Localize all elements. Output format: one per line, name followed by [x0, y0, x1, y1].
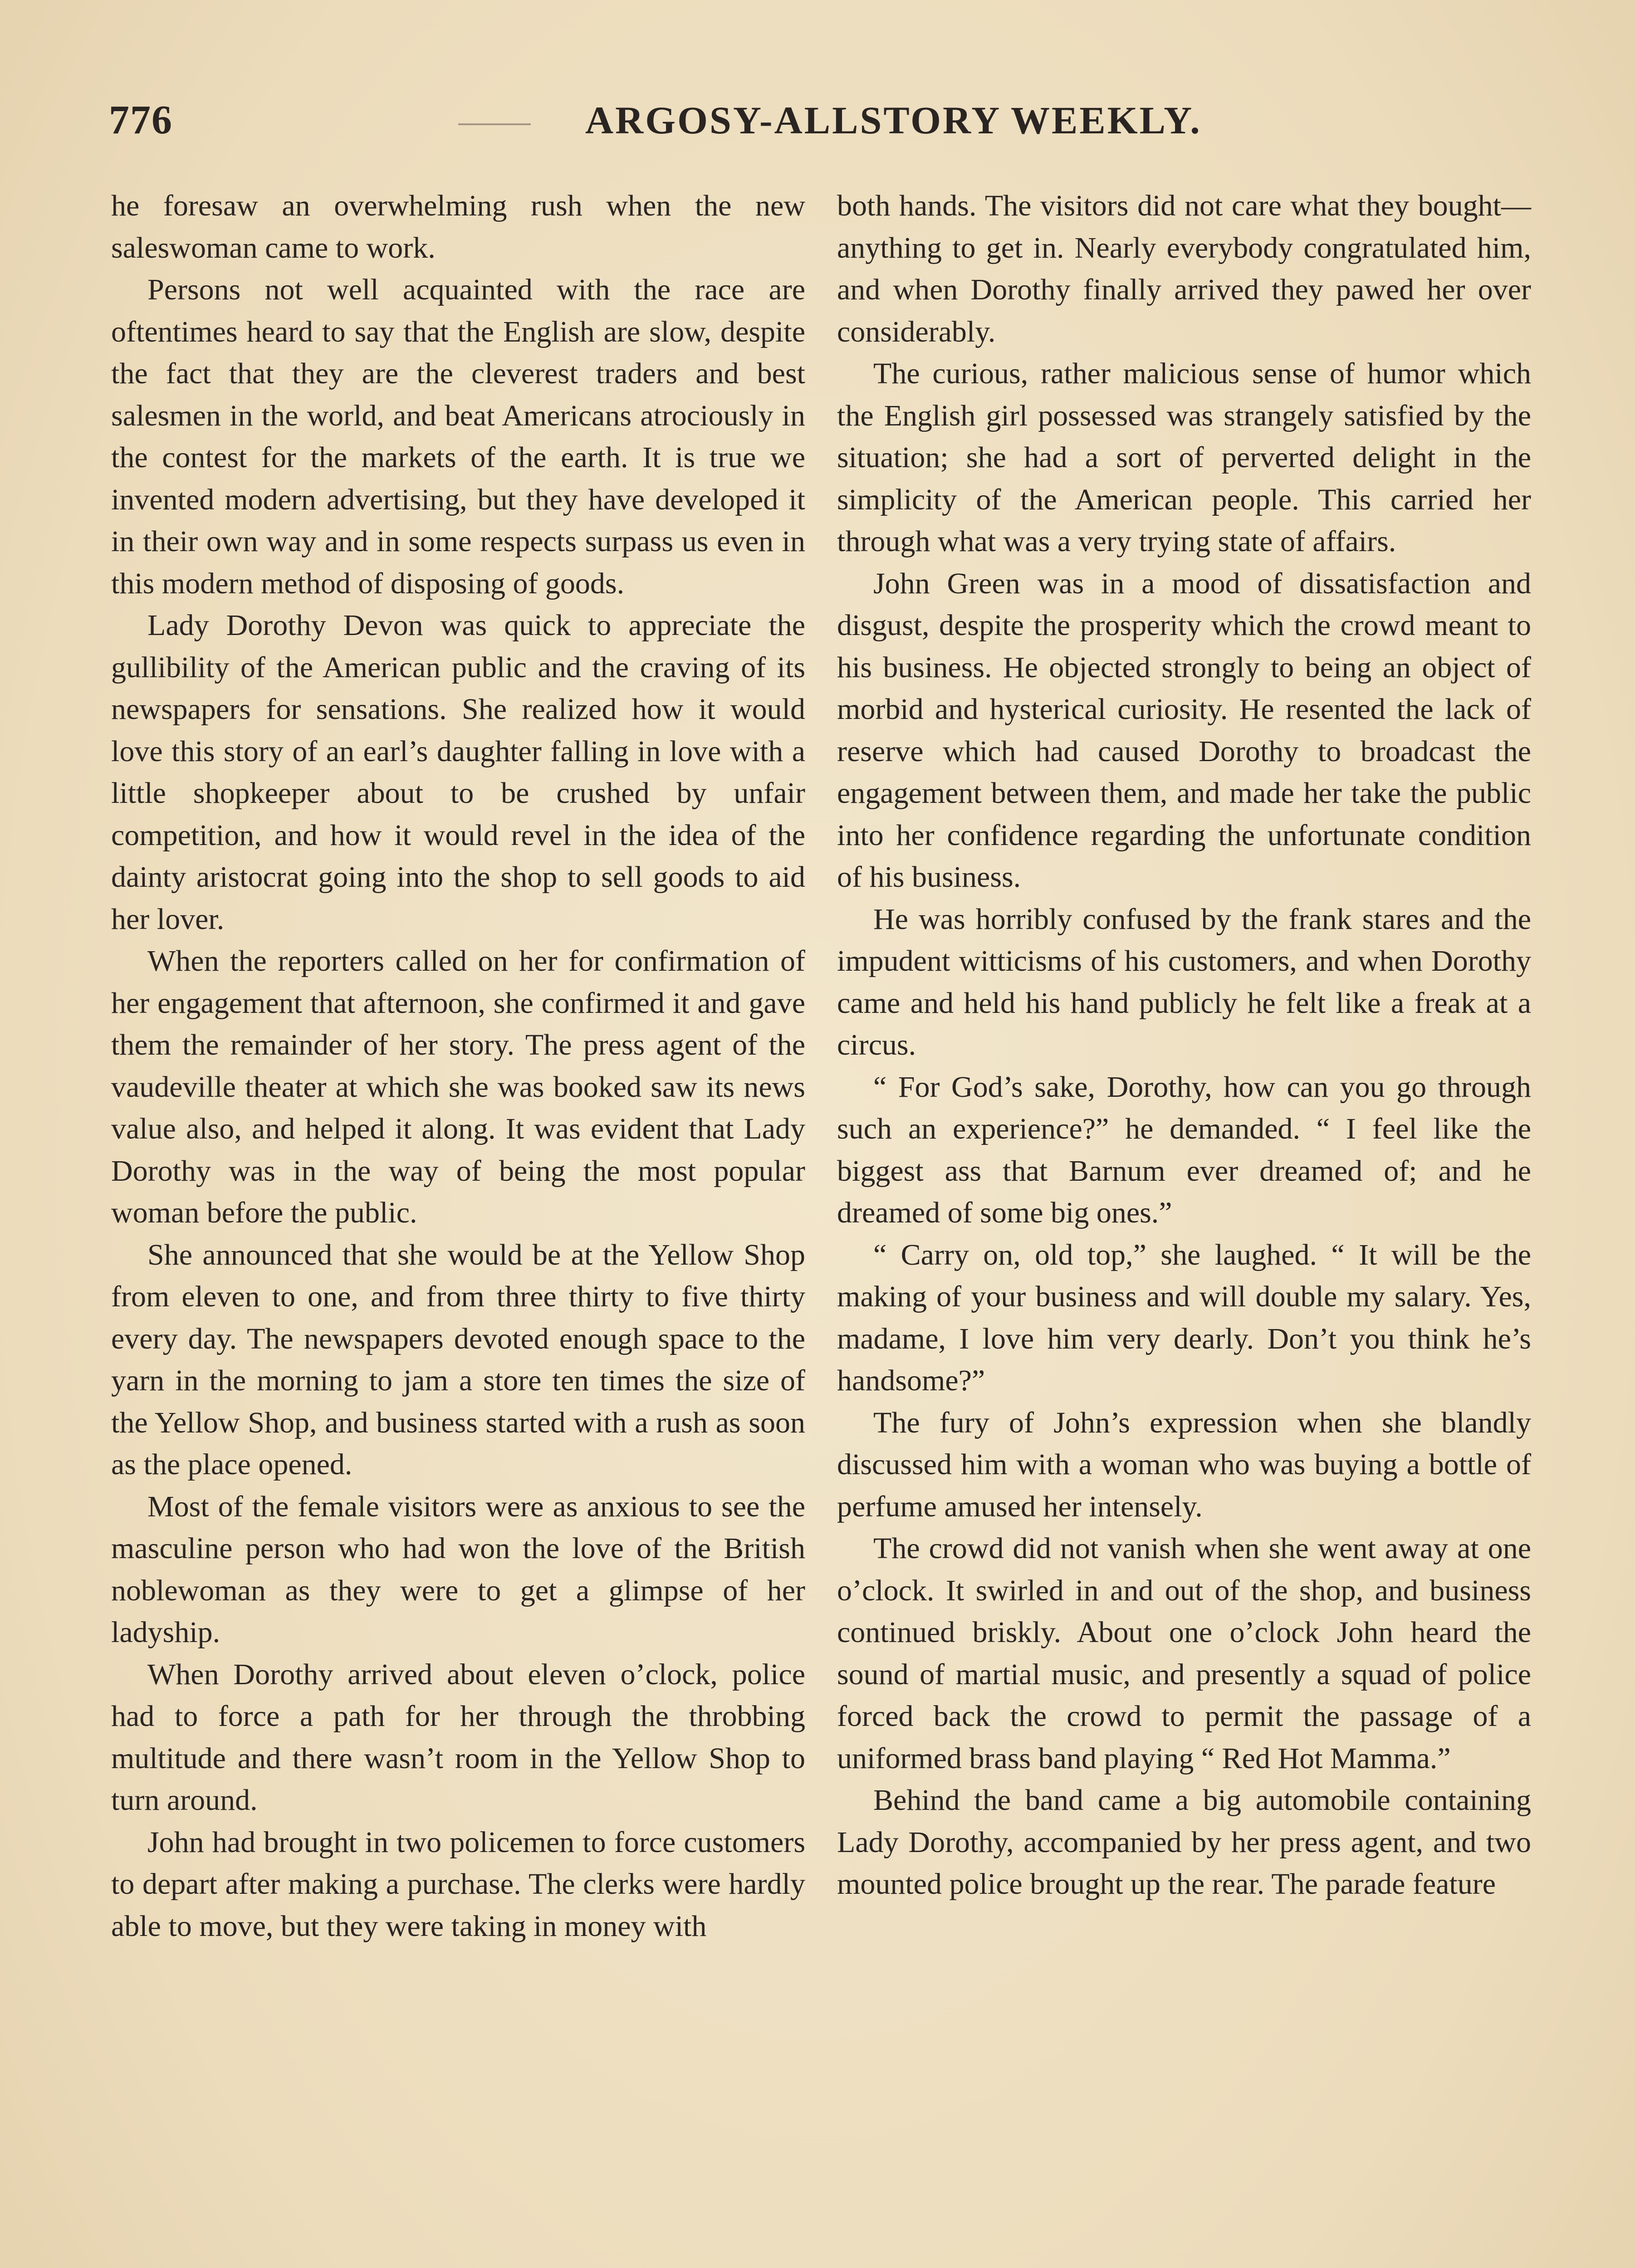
paragraph: The curious, rather malicious sense of humor which the English girl possessed was strangely satisfied by the situation; she had a sort of perverted delight in the simplicity of the American people. This carried her through what was a very trying state of affairs.	[837, 357, 1531, 558]
paragraph: John Green was in a mood of dissatisfaction and disgust, despite the prosperity which the crowd meant to his business. He objected strongly to being an object of morbid and hysterical curiosity. He resented the lack of reserve which had caused Dorothy to broadcast the engagement between them, and made her take the public into her confidence regarding the unfortunate condition of his business.	[837, 567, 1531, 894]
header-dash	[458, 123, 531, 125]
page-number: 776	[109, 98, 173, 142]
running-head: ARGOSY-ALLSTORY WEEKLY.	[585, 98, 1202, 142]
right-column	[837, 185, 1531, 1906]
paragraph: When the reporters called on her for confirmation of her engagement that afternoon, she confirmed it and gave them the remainder of her story. The press agent of the vaudeville theater at which she was booked saw its news value also, and helped it along. It was evident that Lady Dorothy was in the way of being the most popular woman before the public.	[111, 944, 805, 1229]
paragraph: he foresaw an overwhelming rush when the new saleswoman came to work.	[111, 189, 805, 264]
paragraph: both hands. The visitors did not care what they bought—anything to get in. Nearly everybody congratulated him, and when Dorothy finally arrived they pawed her over considerably.	[837, 189, 1531, 348]
paragraph: Persons not well acquainted with the race are oftentimes heard to say that the English are slow, despite the fact that they are the cleverest traders and best salesmen in the world, and beat Americans atrociously in the contest for the markets of the earth. It is true we invented modern advertising, but they have developed it in their own way and in some respects surpass us even in this modern method of disposing of goods.	[111, 273, 805, 600]
paragraph: The crowd did not vanish when she went away at one o’clock. It swirled in and out of the shop, and business continued briskly. About one o’clock John heard the sound of martial music, and presently a squad of police forced back the crowd to permit the passage of a uniformed brass band playing “ Red Hot Mamma.”	[837, 1532, 1531, 1775]
paragraph: John had brought in two policemen to force customers to depart after making a purchase. The clerks were hardly able to move, but they were taking in money with	[111, 1825, 805, 1943]
paragraph: “ For God’s sake, Dorothy, how can you go through such an experience?” he demanded. “ I feel like the biggest ass that Barnum ever dreamed of; and he dreamed of some big ones.”	[837, 1070, 1531, 1229]
paragraph: She announced that she would be at the Yellow Shop from eleven to one, and from three thirty to five thirty every day. The newspapers devoted enough space to the yarn in the morning to jam a store ten times the size of the Yellow Shop, and business started with a rush as soon as the place opened.	[111, 1238, 805, 1481]
left-column	[111, 185, 805, 1947]
paragraph: Most of the female visitors were as anxious to see the masculine person who had won the love of the British noblewoman as they were to get a glimpse of her ladyship.	[111, 1490, 805, 1649]
paragraph: Behind the band came a big automobile containing Lady Dorothy, accompanied by her press agent, and two mounted police brought up the rear. The parade feature	[837, 1784, 1531, 1901]
paragraph: He was horribly confused by the frank stares and the impudent witticisms of his customers, and when Dorothy came and held his hand publicly he felt like a freak at a circus.	[837, 902, 1531, 1061]
paragraph: The fury of John’s expression when she blandly discussed him with a woman who was buying a bottle of perfume amused her intensely.	[837, 1406, 1531, 1523]
paragraph: When Dorothy arrived about eleven o’clock, police had to force a path for her through the throbbing multitude and there wasn’t room in the Yellow Shop to turn around.	[111, 1657, 805, 1817]
paragraph: “ Carry on, old top,” she laughed. “ It will be the making of your business and will double my salary. Yes, madame, I love him very dearly. Don’t you think he’s handsome?”	[837, 1238, 1531, 1397]
page-header	[109, 95, 1531, 145]
paragraph: Lady Dorothy Devon was quick to appreciate the gullibility of the American public and the craving of its newspapers for sensations. She realized how it would love this story of an earl’s daughter falling in love with a little shopkeeper about to be crushed by unfair competition, and how it would revel in the idea of the dainty aristocrat going into the shop to sell goods to aid her lover.	[111, 609, 805, 936]
